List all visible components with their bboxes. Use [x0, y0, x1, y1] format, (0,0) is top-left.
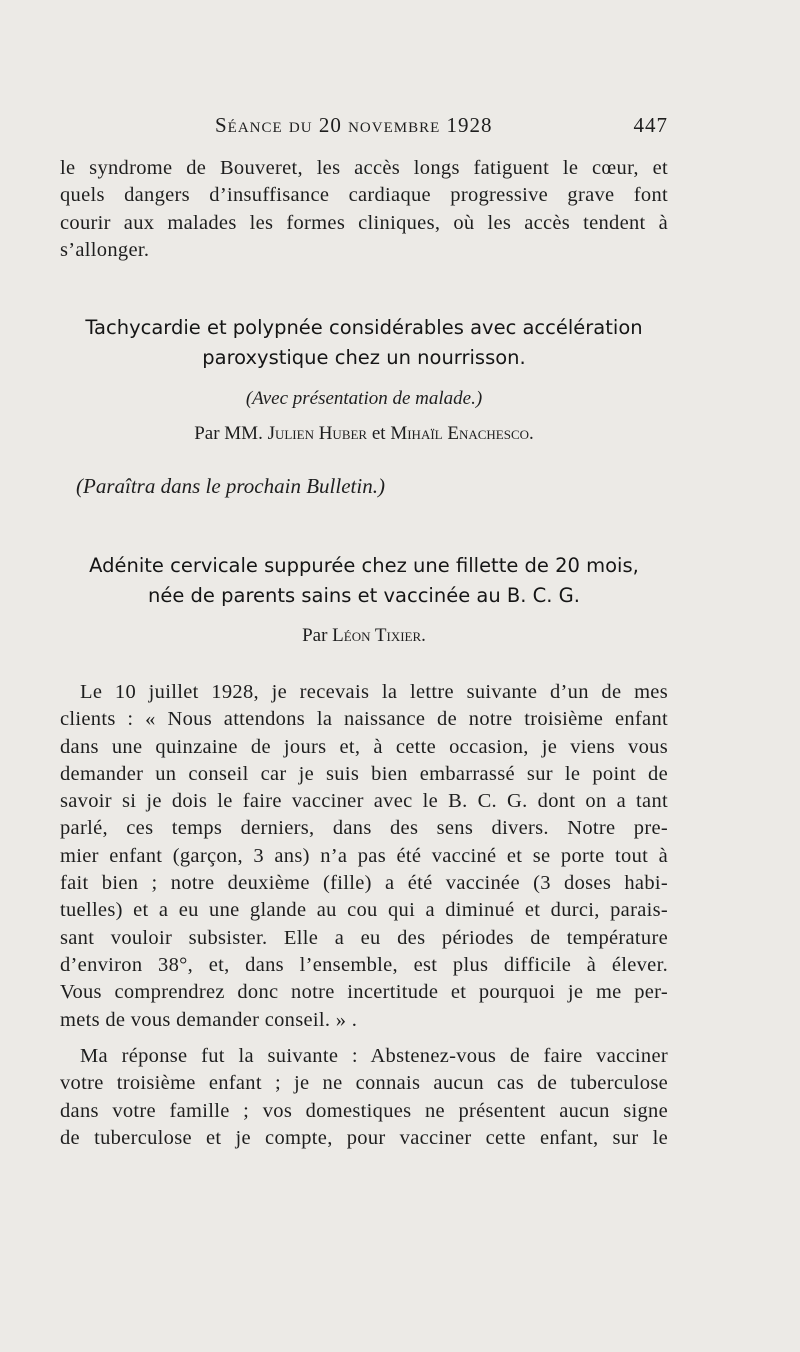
text-line: d’environ 38°, et, dans l’ensemble, est plus difficile à élever.	[60, 953, 668, 976]
title-line: née de parents sains et vaccinée au B. C. G.	[148, 584, 580, 607]
text-line: Vous comprendrez donc notre incertitude et pourquoi je me per-	[60, 981, 668, 1004]
text-line: Le 10 juillet 1928, je recevais la lettre suivante d’un de mes	[80, 681, 668, 703]
text-line: de tuberculose et je compte, pour vacciner cette enfant, sur le	[60, 1126, 668, 1149]
text-line: le syndrome de Bouveret, les accès longs fatiguent le cœur, et	[60, 157, 668, 179]
text-line: demander un conseil car je suis bien embarrassé sur le point de	[60, 762, 668, 785]
text-line: fait bien ; notre deuxième (fille) a été vaccinée (3 doses habi-	[60, 872, 668, 895]
author-name: Julien Huber	[267, 423, 368, 444]
article2-byline	[60, 625, 668, 647]
text-line: parlé, ces temps derniers, dans des sens divers. Notre pre-	[60, 817, 668, 840]
text-line: savoir si je dois le faire vacciner avec le B. C. G. dont on a tant	[60, 790, 668, 813]
article1-note: (Avec présentation de malade.)	[245, 388, 483, 409]
running-title: Séance du 20 novembre 1928	[215, 113, 493, 137]
text-line: votre troisième enfant ; je ne connais aucun cas de tuberculose	[60, 1072, 668, 1095]
author-name: Léon Tixier.	[332, 625, 426, 646]
text-line: dans votre famille ; vos domestiques ne présentent aucun signe	[60, 1099, 668, 1122]
text-line: s’allonger.	[60, 238, 150, 261]
text-line: clients : « Nous attendons la naissance de notre troisième enfant	[60, 708, 668, 731]
running-header	[60, 113, 668, 145]
body-paragraph-1	[60, 679, 668, 1034]
text-line: mets de vous demander conseil. » .	[60, 1008, 358, 1031]
text-line: tuelles) et a eu une glande au cou qui a diminué et durci, parais-	[60, 899, 668, 922]
page-number: 447	[633, 113, 668, 137]
article1-byline	[60, 423, 668, 445]
text-line: dans une quinzaine de jours et, à cette occasion, je viens vous	[60, 735, 668, 758]
byline-prefix: Par MM.	[194, 423, 263, 444]
text-line: quels dangers d’insuffisance cardiaque progressive grave font	[60, 184, 668, 207]
text-line: mier enfant (garçon, 3 ans) n’a pas été vacciné et se porte tout à	[60, 844, 668, 867]
title-line: Tachycardie et polypnée considérables avec accélération	[85, 316, 643, 339]
article1-title	[60, 313, 668, 373]
text-line: Ma réponse fut la suivante : Abstenez-vous de faire vacciner	[80, 1045, 668, 1067]
intro-paragraph	[60, 155, 668, 264]
author-name: Mihaïl Enachesco.	[390, 423, 534, 444]
article2-title	[60, 551, 668, 611]
title-line: Adénite cervicale suppurée chez une fillette de 20 mois,	[89, 554, 639, 577]
text-line: courir aux malades les formes cliniques, où les accès tendent à	[60, 211, 668, 234]
article1-remark: (Paraîtra dans le prochain Bulletin.)	[76, 474, 385, 498]
title-line: paroxystique chez un nourrisson.	[202, 346, 526, 369]
body-paragraph-2	[60, 1043, 668, 1152]
text-line: sant vouloir subsister. Elle a eu des périodes de température	[60, 926, 668, 949]
byline-conjunction: et	[371, 423, 386, 444]
byline-prefix: Par	[302, 625, 328, 646]
